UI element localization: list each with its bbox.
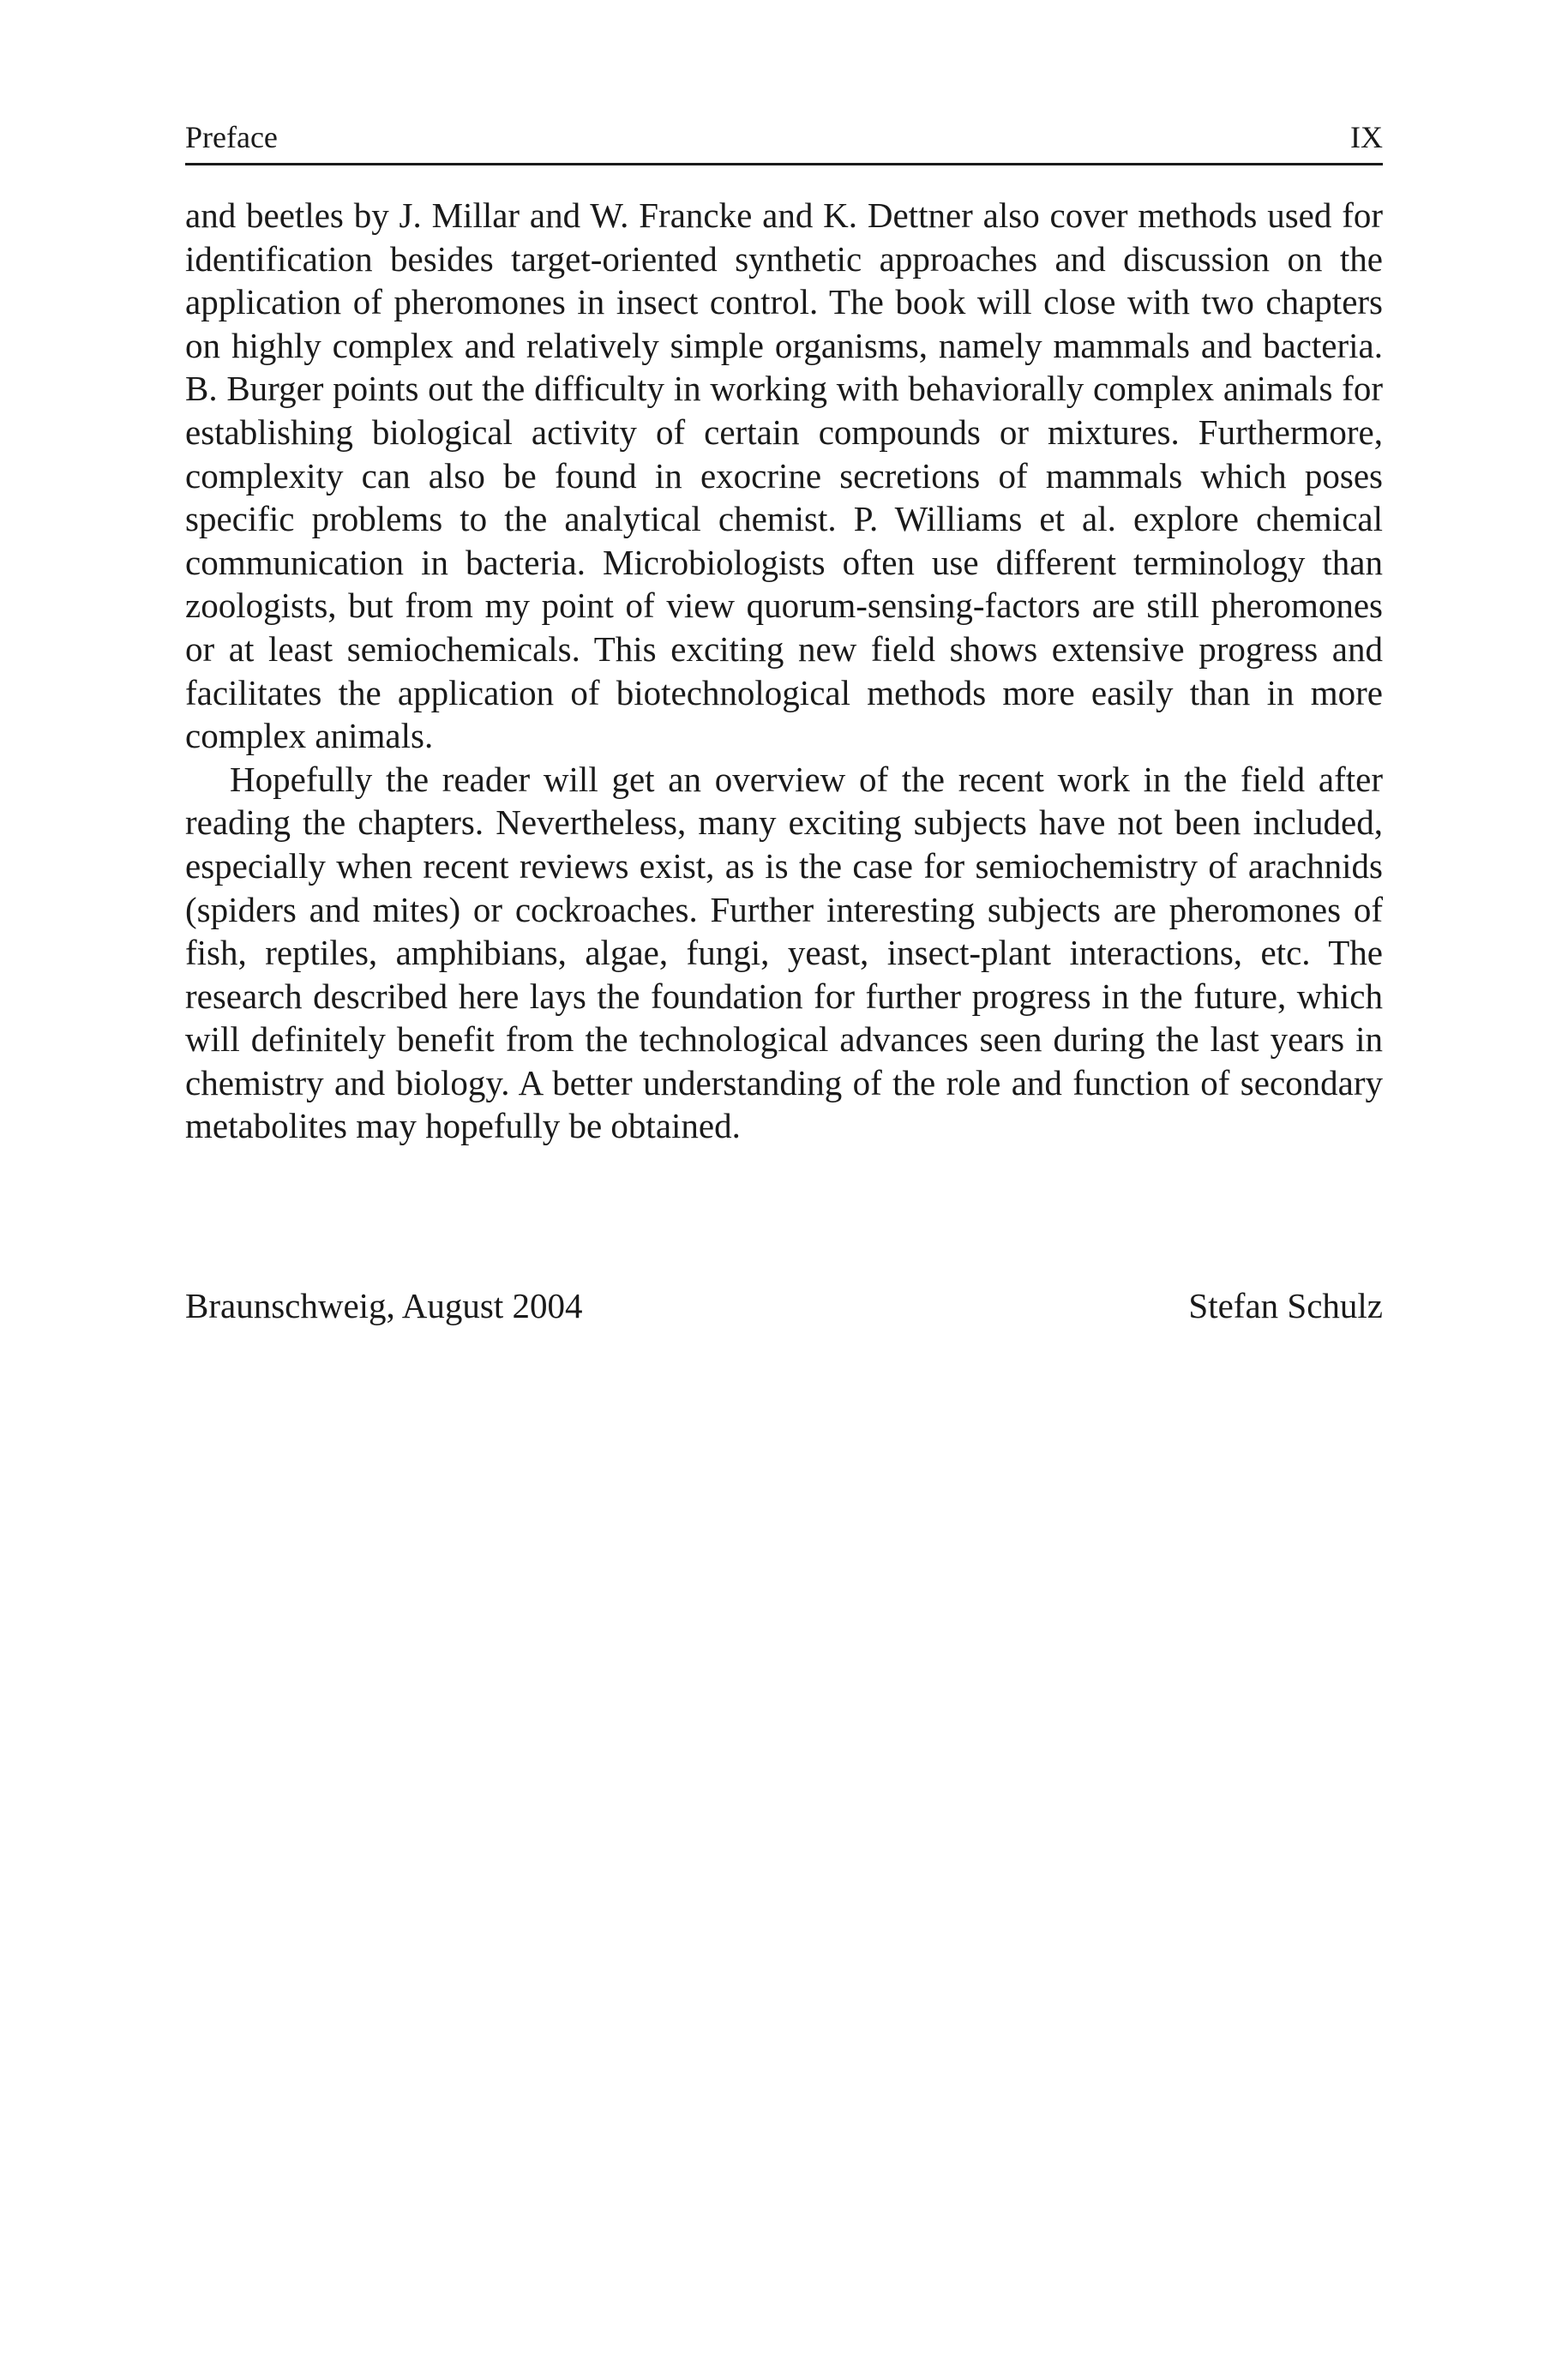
paragraph-continued: and beetles by J. Millar and W. Francke and K. Dettner also cover methods used for identification besides target-oriented synthetic approaches and discussion on the application of pheromones in insect control. The book will close with two chapters on highly complex and relatively simple organisms, namely mammals and bacteria. B. Burger points out the difficulty in working with behaviorally complex animals for establishing biological activity of certain compounds or mixtures. Furthermore, complexity can also be found in exocrine secretions of mammals which poses specific problems to the analytical chemist. P. Williams et al. explore chemical communication in bacteria. Microbiologists often use different terminology than zoologists, but from my point of view quorum-sensing-factors are still pheromones or at least semiochemicals. This exciting new field shows extensive progress and facilitates the application of biotechnological methods more easily than in more complex animals.: [185, 195, 1383, 756]
place-date: Braunschweig, August 2004: [185, 1286, 583, 1325]
preface-body: [185, 194, 1383, 1148]
running-title: Preface: [185, 120, 278, 154]
signature-line: [185, 1284, 1383, 1329]
running-header: [185, 118, 1383, 165]
author-name: Stefan Schulz: [1188, 1286, 1383, 1325]
page-number: IX: [1350, 120, 1383, 154]
paragraph-closing: Hopefully the reader will get an overview of the recent work in the field after reading the chapters. Nevertheless, many exciting subjects have not been included, especially when recent reviews exist, as is the case for semiochemistry of arachnids (spiders and mites) or cockroaches. Further interesting subjects are pheromones of fish, reptiles, amphibians, algae, fungi, yeast, insect-plant interactions, etc. The research described here lays the foundation for further progress in the future, which will definitely benefit from the technological advances seen during the last years in chemistry and biology. A better understanding of the role and function of secondary metabolites may hopefully be obtained.: [185, 759, 1383, 1146]
